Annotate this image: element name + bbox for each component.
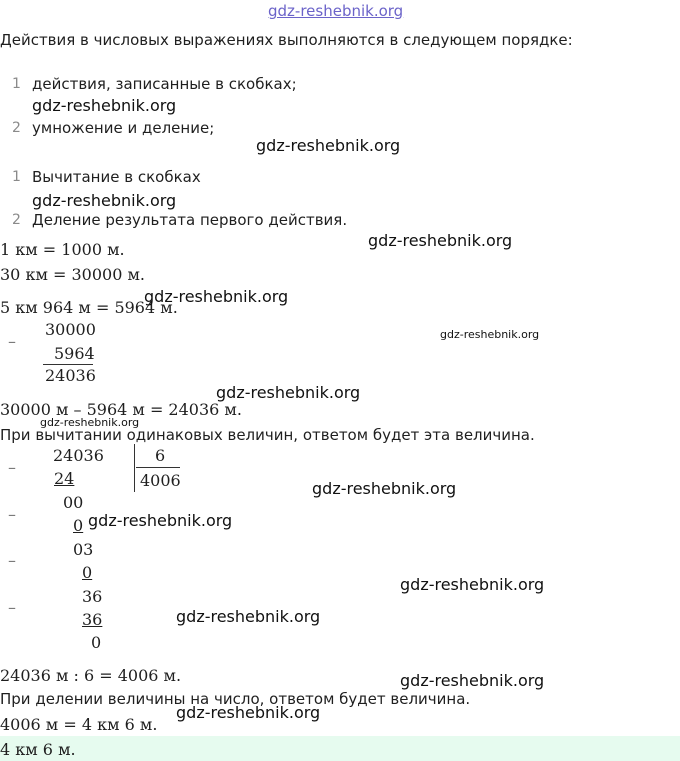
division-dividend: 24036 xyxy=(53,446,104,465)
list-number: 2 xyxy=(12,212,21,228)
minus-sign: – xyxy=(8,505,16,524)
minus-sign: – xyxy=(8,598,16,617)
watermark-text: gdz-reshebnik.org xyxy=(400,575,545,594)
watermark-text: gdz-reshebnik.org xyxy=(32,96,177,115)
list-item: Вычитание в скобках xyxy=(32,168,201,186)
intro-text: Действия в числовых выражениях выполняются в следующем порядке: xyxy=(0,31,573,49)
watermark-text: gdz-reshebnik.org xyxy=(144,287,289,306)
list-number: 1 xyxy=(12,169,21,185)
watermark-text: gdz-reshebnik.org xyxy=(32,191,177,210)
division-step: 0 xyxy=(82,563,93,582)
division-note: При делении величины на число, ответом будет величина. xyxy=(0,690,471,708)
watermark-text: gdz-reshebnik.org xyxy=(88,511,233,530)
site-link[interactable]: gdz-reshebnik.org xyxy=(268,2,404,20)
division-step: 24 xyxy=(54,469,75,488)
conversion-line: 5 км 964 м = 5964 м. xyxy=(0,298,178,317)
division-step: 0 xyxy=(73,516,84,535)
minus-sign: – xyxy=(8,332,16,351)
answer-highlight xyxy=(0,736,680,761)
division-step: 03 xyxy=(73,540,94,559)
division-bar xyxy=(134,444,135,492)
subtraction-line xyxy=(43,364,93,365)
watermark-text: gdz-reshebnik.org xyxy=(176,703,321,722)
watermark-text: gdz-reshebnik.org xyxy=(256,136,401,155)
final-answer: 4 км 6 м. xyxy=(0,740,76,759)
division-conversion: 4006 м = 4 км 6 м. xyxy=(0,715,158,734)
division-step: 00 xyxy=(63,493,84,512)
division-summary: 24036 м : 6 = 4006 м. xyxy=(0,666,182,685)
division-quotient: 4006 xyxy=(140,471,181,490)
watermark-text: gdz-reshebnik.org xyxy=(216,383,361,402)
watermark-text: gdz-reshebnik.org xyxy=(400,671,545,690)
minus-sign: – xyxy=(8,458,16,477)
division-divisor: 6 xyxy=(155,446,166,465)
watermark-text: gdz-reshebnik.org xyxy=(440,328,540,341)
subtraction-subtrahend: 5964 xyxy=(54,344,95,363)
subtraction-minuend: 30000 xyxy=(45,320,96,339)
subtraction-note: При вычитании одинаковых величин, ответом будет эта величина. xyxy=(0,426,535,444)
list-number: 2 xyxy=(12,120,21,136)
division-step: 36 xyxy=(82,587,103,606)
conversion-line: 1 км = 1000 м. xyxy=(0,240,125,259)
division-step: 0 xyxy=(91,633,102,652)
watermark-text: gdz-reshebnik.org xyxy=(312,479,457,498)
division-line xyxy=(136,467,180,468)
subtraction-result: 24036 xyxy=(45,366,96,385)
watermark-text: gdz-reshebnik.org xyxy=(368,231,513,250)
list-item: действия, записанные в скобках; xyxy=(32,75,297,93)
list-item: Деление результата первого действия. xyxy=(32,211,348,229)
watermark-text: gdz-reshebnik.org xyxy=(176,607,321,626)
conversion-line: 30 км = 30000 м. xyxy=(0,265,145,284)
list-item: умножение и деление; xyxy=(32,119,215,137)
list-number: 1 xyxy=(12,76,21,92)
subtraction-summary: 30000 м – 5964 м = 24036 м. xyxy=(0,400,242,419)
division-step: 36 xyxy=(82,610,103,629)
watermark-text: gdz-reshebnik.org xyxy=(40,416,140,429)
minus-sign: – xyxy=(8,551,16,570)
